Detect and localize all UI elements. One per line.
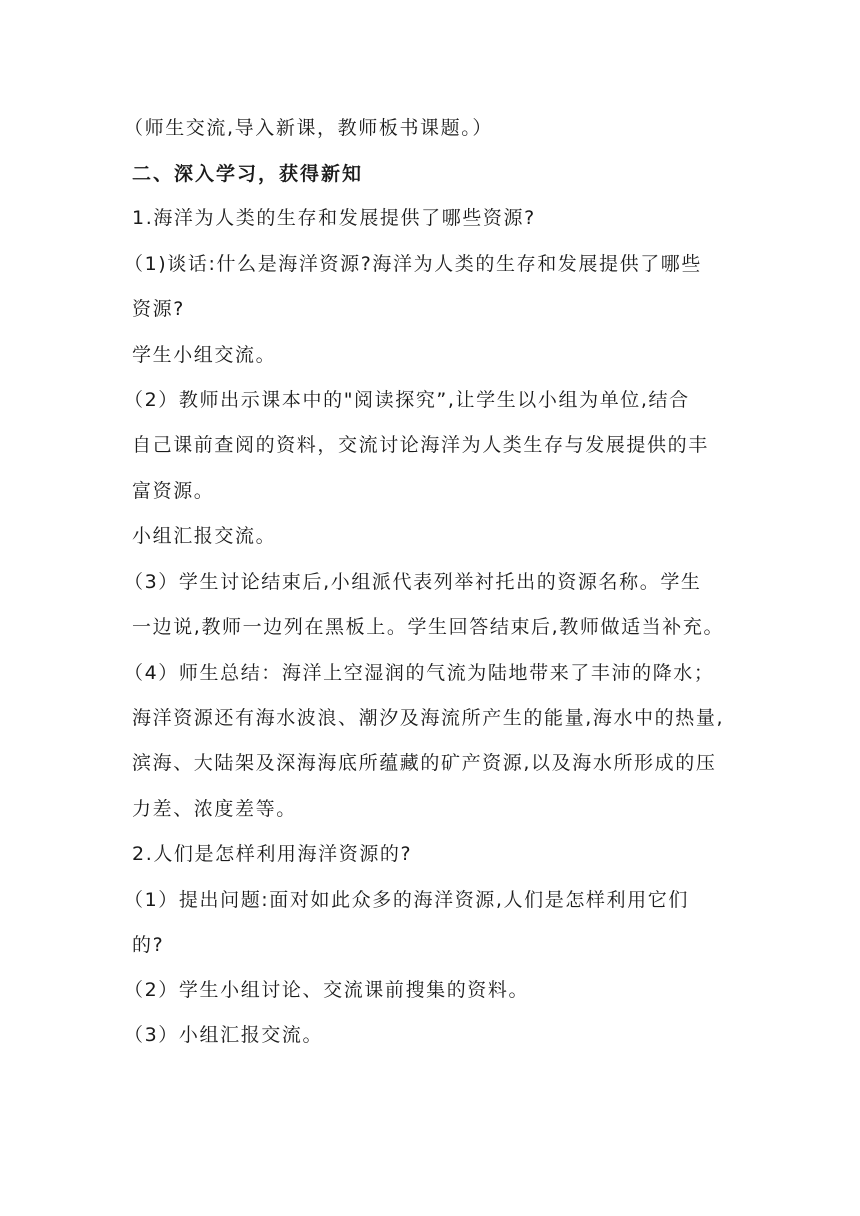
paragraph-line: 资源? [132, 298, 185, 320]
paragraph-line: （1）提出问题:面对如此众多的海洋资源,人们是怎样利用它们 [124, 889, 689, 911]
paragraph-line: 一边说,教师一边列在黑板上。学生回答结束后,教师做适当补充。 [132, 616, 725, 638]
paragraph-line: （3）小组汇报交流。 [124, 1024, 324, 1046]
paragraph-line: 的? [132, 934, 165, 956]
paragraph-line: （4）师生总结：海洋上空湿润的气流为陆地带来了丰沛的降水； [124, 662, 715, 684]
paragraph-line: （1)谈话:什么是海洋资源?海洋为人类的生存和发展提供了哪些 [124, 253, 702, 275]
paragraph-line: 小组汇报交流。 [132, 525, 277, 547]
section-heading: 二、深入学习，获得新知 [132, 163, 364, 185]
paragraph-line: 学生小组交流。 [132, 344, 277, 366]
paragraph-line: 富资源。 [132, 480, 215, 502]
question-1-heading: 1.海洋为人类的生存和发展提供了哪些资源? [132, 207, 536, 229]
paragraph-line: 滨海、大陆架及深海海底所蕴藏的矿产资源,以及海水所形成的压 [132, 752, 717, 774]
paragraph-line: 力差、浓度差等。 [132, 798, 297, 820]
question-2-heading: 2.人们是怎样利用海洋资源的? [132, 843, 413, 865]
paragraph-line: 海洋资源还有海水波浪、潮汐及海流所产生的能量,海水中的热量, [132, 707, 725, 729]
paragraph-line: （2）教师出示课本中的"阅读探究”,让学生以小组为单位,结合 [124, 389, 690, 411]
paragraph-line: （2）学生小组讨论、交流课前搜集的资料。 [124, 979, 530, 1001]
intro-note: （师生交流,导入新课，教师板书课题。） [124, 117, 493, 139]
paragraph-line: （3）学生讨论结束后,小组派代表列举衬托出的资源名称。学生 [124, 571, 702, 593]
paragraph-line: 自己课前查阅的资料，交流讨论海洋为人类生存与发展提供的丰 [132, 434, 709, 456]
